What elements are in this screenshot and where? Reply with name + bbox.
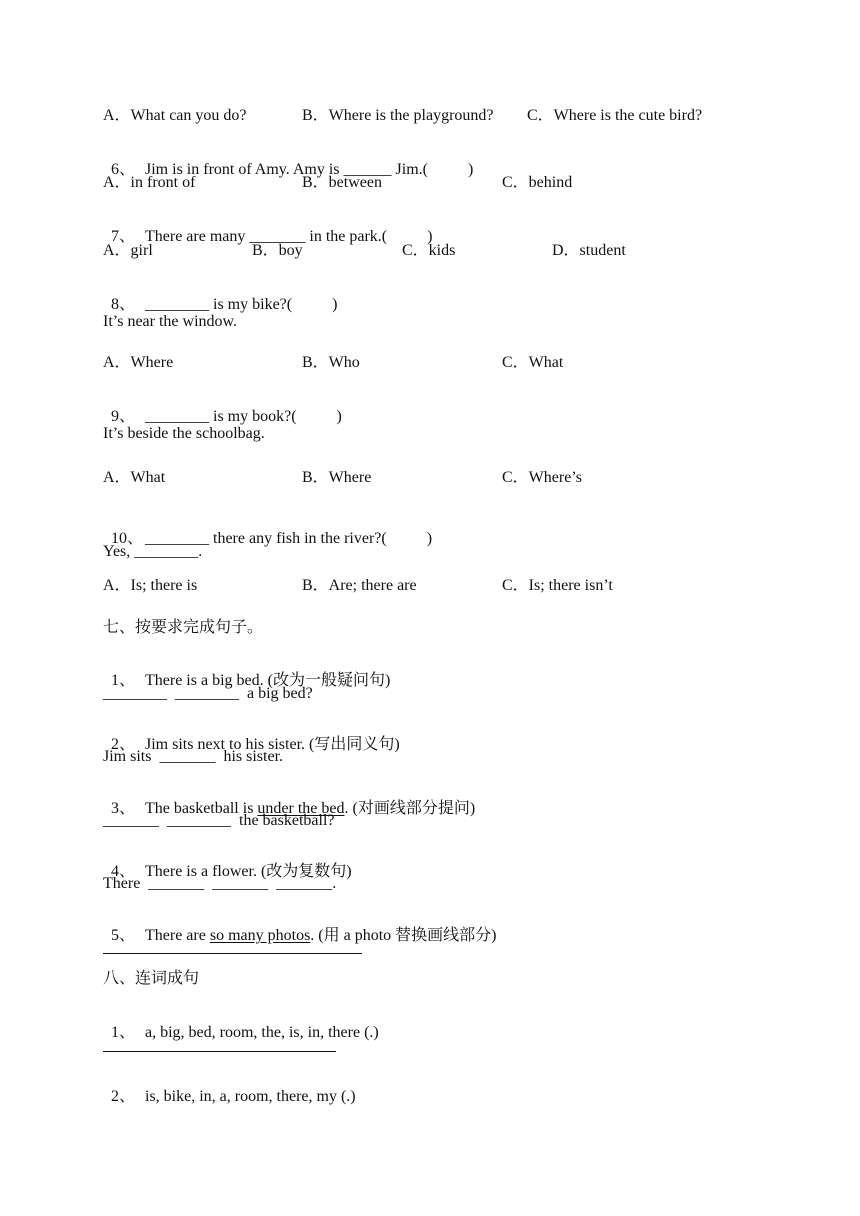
s7-item-2-text: Jim sits next to his sister. (写出同义句) xyxy=(145,736,400,753)
s7-item-5-answer-line xyxy=(103,953,362,954)
question-8-text: ________ is my bike?( ) xyxy=(145,296,338,313)
q7-option-d: D．student xyxy=(552,242,626,259)
question-8-number: 8、 xyxy=(111,296,136,313)
question-7-number: 7、 xyxy=(111,228,136,245)
s7-item-5-underlined: so many photos xyxy=(209,927,311,944)
question-8-reply: It’s near the window. xyxy=(103,313,238,330)
s8-item-2 xyxy=(103,1067,356,1107)
question-10-text: ________ there any fish in the river?( ) xyxy=(145,530,433,547)
q9-option-a: A．What xyxy=(103,469,166,486)
s8-item-2-text: is, bike, in, a, room, there, my (.) xyxy=(145,1088,356,1105)
s7-item-3-underlined: under the bed xyxy=(257,800,345,817)
s7-item-4-number: 4、 xyxy=(111,863,136,880)
q6-option-b: B．between xyxy=(302,174,382,191)
q5-option-a: A．What can you do? xyxy=(103,107,247,124)
s7-item-5-text-post: . (用 a photo 替换画线部分) xyxy=(310,927,497,944)
section-8-title: 八、连词成句 xyxy=(103,970,200,987)
q8-option-a: A．Where xyxy=(103,354,174,371)
q7-option-c: C．kids xyxy=(402,242,456,259)
s7-item-2-number: 2、 xyxy=(111,736,136,753)
s7-item-4-answer: There _______ _______ _______. xyxy=(103,875,337,892)
s7-item-1-answer: ________ ________ a big bed? xyxy=(103,685,313,702)
section-7-title: 七、按要求完成句子。 xyxy=(103,619,264,636)
question-9 xyxy=(103,387,342,427)
question-9-number: 9、 xyxy=(111,408,136,425)
s8-item-1-number: 1、 xyxy=(111,1024,136,1041)
s7-item-3-text-pre: The basketball is xyxy=(145,800,258,817)
q9-option-c: C．Where’s xyxy=(502,469,582,486)
s7-item-5-number: 5、 xyxy=(111,927,136,944)
q7-option-a: A．girl xyxy=(103,242,153,259)
q10-option-a: A．Is; there is xyxy=(103,577,198,594)
q9-option-b: B．Where xyxy=(302,469,372,486)
question-8 xyxy=(103,275,337,315)
question-9-reply: It’s beside the schoolbag. xyxy=(103,425,265,442)
s7-item-5 xyxy=(103,906,497,946)
q8-option-c: C．What xyxy=(502,354,564,371)
s8-item-2-number: 2、 xyxy=(111,1088,136,1105)
q8-option-b: B．Who xyxy=(302,354,360,371)
question-6-number: 6、 xyxy=(111,161,136,178)
q6-option-c: C．behind xyxy=(502,174,573,191)
question-9-text: ________ is my book?( ) xyxy=(145,408,342,425)
question-10-reply: Yes, ________. xyxy=(103,543,203,560)
s7-item-3-number: 3、 xyxy=(111,800,136,817)
question-7-text: There are many _______ in the park.( ) xyxy=(145,228,433,245)
q5-option-b: B．Where is the playground? xyxy=(302,107,494,124)
s7-item-3-answer: _______ ________ the basketball? xyxy=(103,812,335,829)
question-10-number: 10、 xyxy=(111,530,144,547)
question-6-text: Jim is in front of Amy. Amy is ______ Jim.( ) xyxy=(145,161,474,178)
s8-item-1-text: a, big, bed, room, the, is, in, there (.) xyxy=(145,1024,379,1041)
s7-item-3-text-post: . (对画线部分提问) xyxy=(344,800,476,817)
s7-item-5-text-pre: There are xyxy=(145,927,210,944)
q10-option-c: C．Is; there isn’t xyxy=(502,577,613,594)
s7-item-2-answer: Jim sits _______ his sister. xyxy=(103,748,284,765)
q5-option-c: C．Where is the cute bird? xyxy=(527,107,703,124)
s7-item-1-text: There is a big bed. (改为一般疑问句) xyxy=(145,672,391,689)
q10-option-b: B．Are; there are xyxy=(302,577,417,594)
s8-item-1 xyxy=(103,1003,379,1043)
q6-option-a: A．in front of xyxy=(103,174,196,191)
s8-item-1-answer-line xyxy=(103,1051,336,1052)
s7-item-1-number: 1、 xyxy=(111,672,136,689)
q7-option-b: B．boy xyxy=(252,242,303,259)
s7-item-4-text: There is a flower. (改为复数句) xyxy=(145,863,352,880)
